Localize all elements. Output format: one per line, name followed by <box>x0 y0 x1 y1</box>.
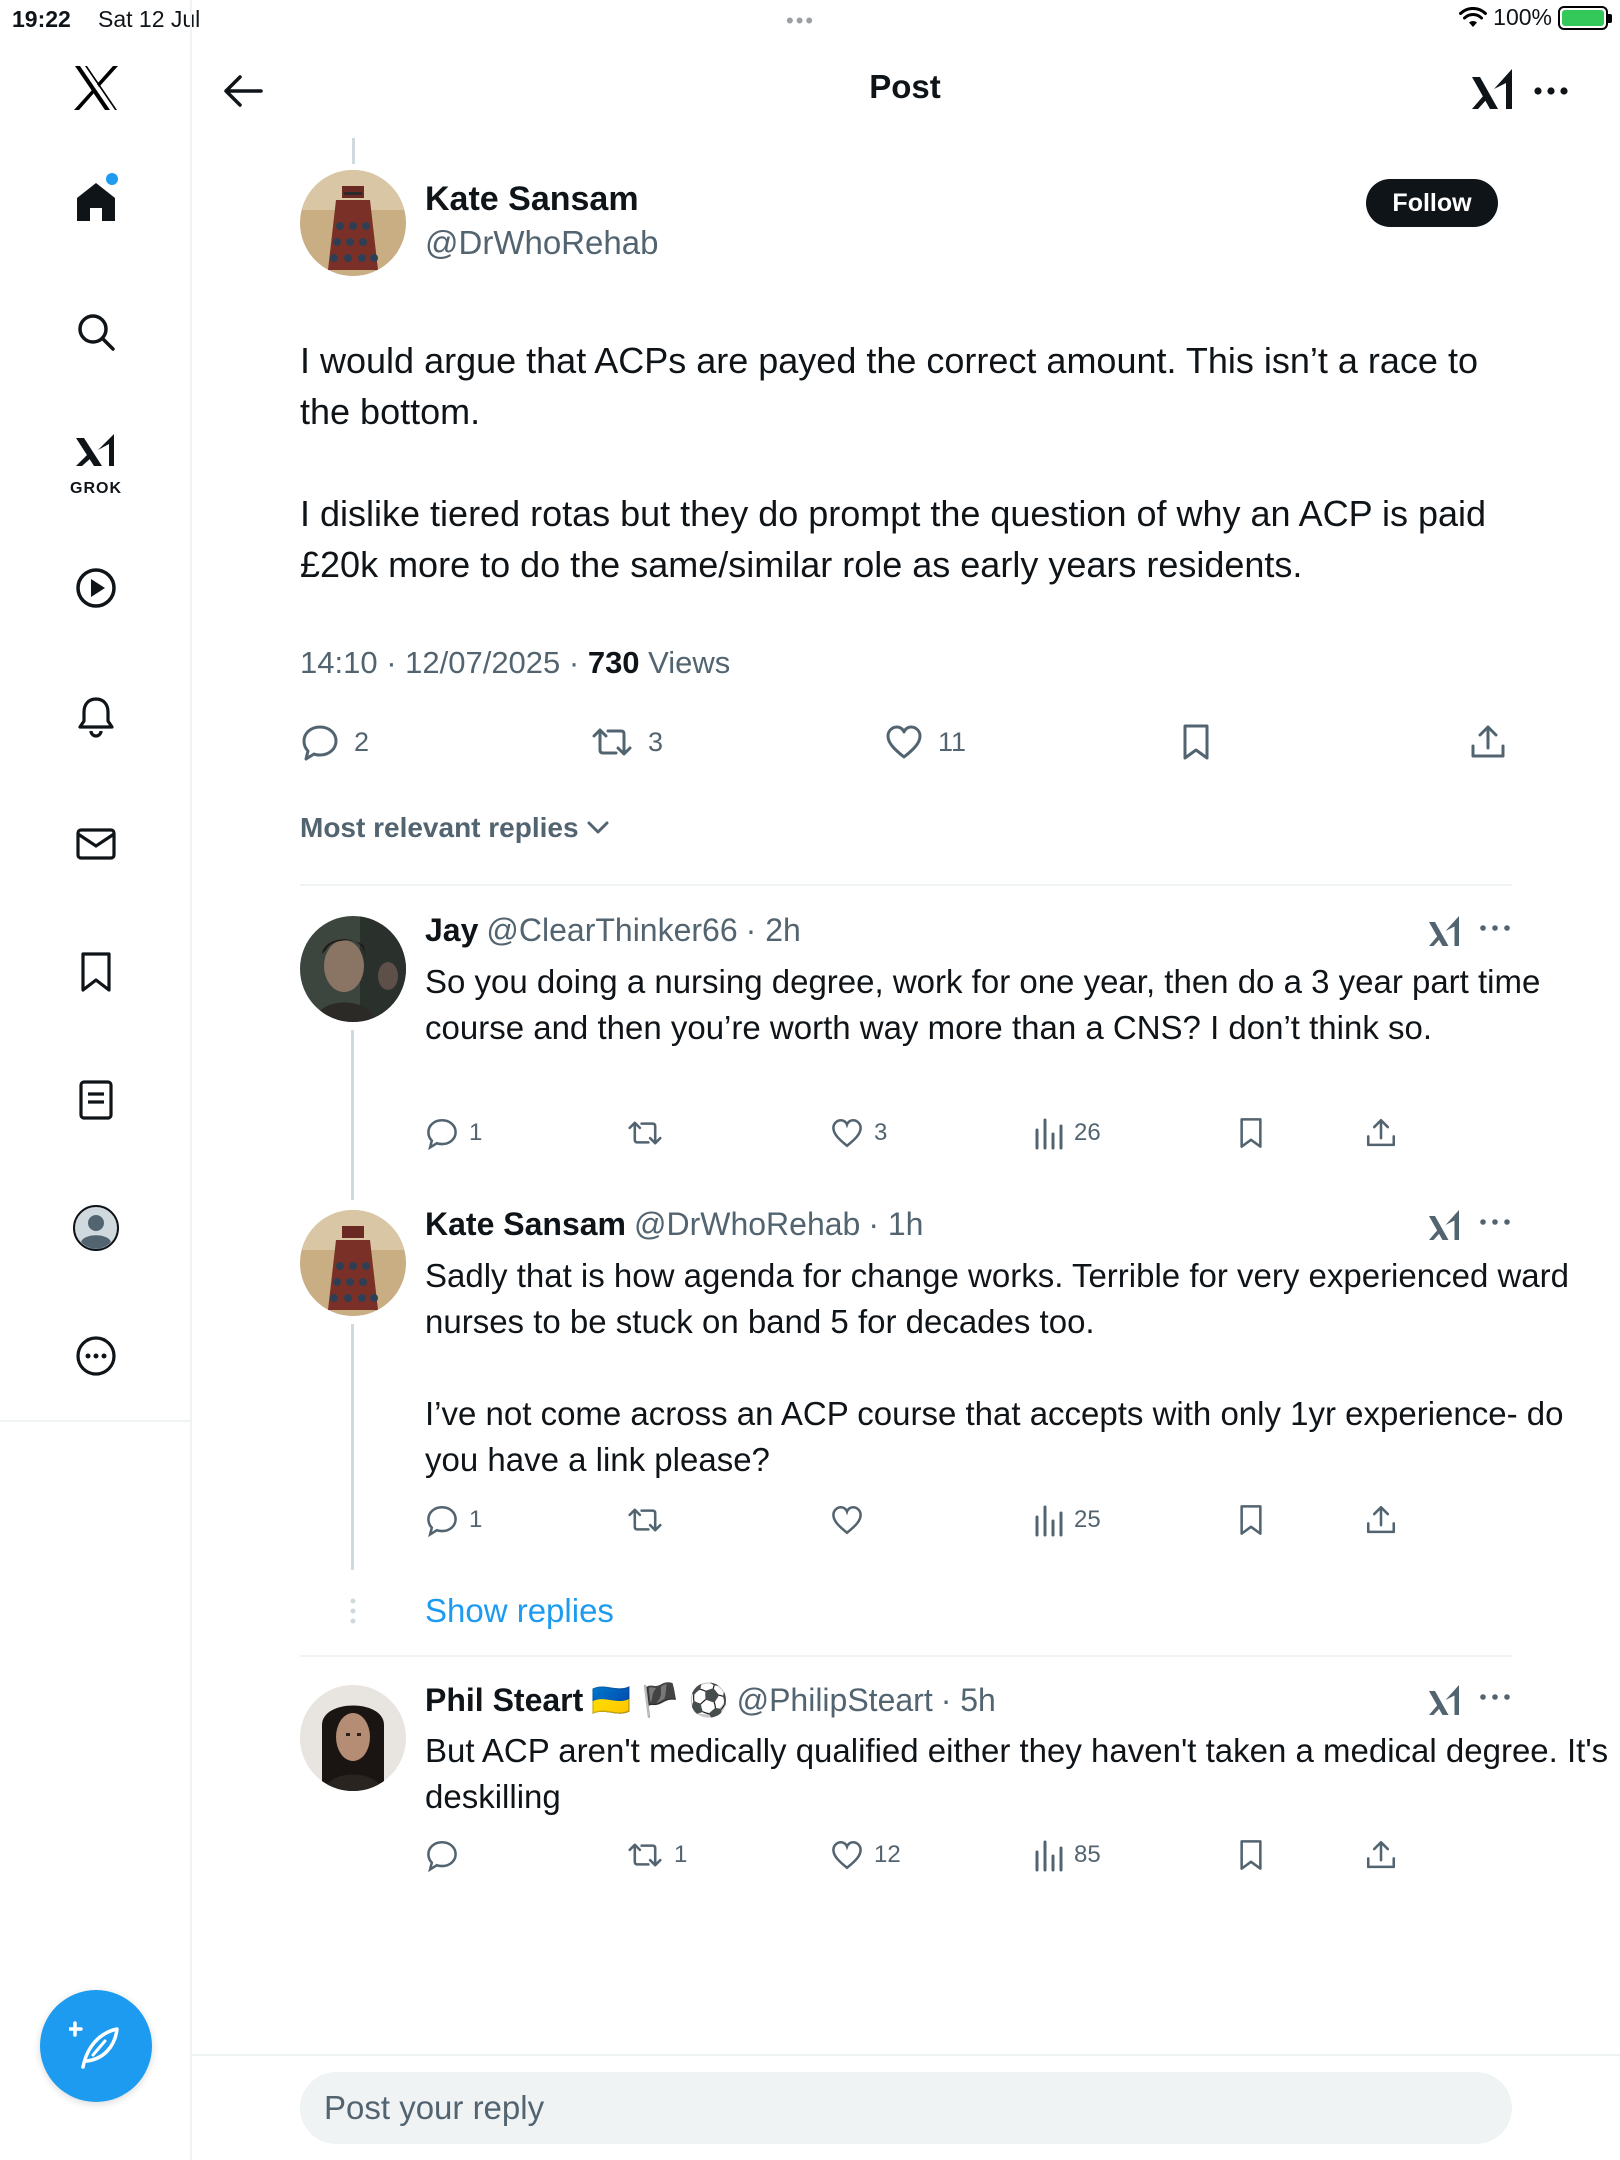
share-upload-icon <box>1364 1838 1398 1872</box>
reply-reply-button[interactable] <box>425 1503 482 1537</box>
back-button[interactable] <box>218 66 268 116</box>
battery-percent: 100% <box>1493 4 1552 30</box>
views-count: 26 <box>1074 1119 1101 1146</box>
author-avatar[interactable] <box>300 170 406 276</box>
views-count: 25 <box>1074 1506 1101 1533</box>
reply-reply-button[interactable] <box>425 1838 469 1872</box>
reply-reply-button[interactable] <box>425 1116 482 1150</box>
x-logo-icon[interactable] <box>70 62 122 114</box>
search-icon[interactable] <box>70 306 122 358</box>
reply-bookmark-button[interactable] <box>1234 1503 1268 1537</box>
status-time: 19:22 <box>12 6 71 32</box>
reply-text-paragraph: I’ve not come across an ACP course that accepts with only 1yr experience- do you have a link please? <box>425 1395 1564 1478</box>
thread-continue-dots-icon <box>350 1598 356 1624</box>
post-timestamp[interactable]: 14:10 · 12/07/2025 · <box>300 645 588 680</box>
like-count: 3 <box>874 1119 888 1146</box>
profile-avatar-icon[interactable] <box>70 1202 122 1254</box>
status-right <box>1459 4 1608 31</box>
reply-text: So you doing a nursing degree, work for one year, then do a 3 year part time course and then you’re worth way more than a CNS? I don’t think so. <box>425 963 1541 1046</box>
post-text <box>300 335 1520 641</box>
heart-icon <box>830 1503 864 1537</box>
reply-repost-button[interactable] <box>626 1116 674 1150</box>
like-count: 12 <box>874 1841 901 1868</box>
post-text-paragraph: I dislike tiered rotas but they do prompt the question of why an ACP is paid £20k more to do the same/similar role as early years residents. <box>300 493 1487 585</box>
reply-author-name[interactable]: Phil Steart <box>425 1681 584 1718</box>
reply-sort-dropdown[interactable] <box>300 812 609 844</box>
views-count: 730 <box>587 645 640 680</box>
grok-explain-icon[interactable] <box>1426 1206 1462 1244</box>
heart-icon <box>830 1838 864 1872</box>
heart-icon <box>884 722 924 762</box>
reply-share-button[interactable] <box>1364 1116 1398 1150</box>
video-play-icon[interactable] <box>70 562 122 614</box>
like-button[interactable] <box>884 722 966 762</box>
compose-quill-icon <box>69 2019 123 2073</box>
like-count: 11 <box>938 726 967 757</box>
reply-count: 1 <box>469 1506 483 1533</box>
reply-bubble-icon <box>425 1116 459 1150</box>
reply-bubble-icon <box>425 1503 459 1537</box>
reply-author-name[interactable]: Kate Sansam <box>425 1206 626 1242</box>
grok-icon[interactable] <box>70 426 122 478</box>
show-replies-link[interactable]: Show replies <box>425 1592 614 1629</box>
repost-icon <box>626 1838 664 1872</box>
grok-explain-icon[interactable] <box>1426 912 1462 950</box>
share-upload-icon <box>1364 1503 1398 1537</box>
reply-count: 1 <box>469 1119 483 1146</box>
grok-label: GROK <box>70 480 122 497</box>
views-count: 85 <box>1074 1841 1101 1868</box>
divider <box>300 1655 1512 1657</box>
lists-icon[interactable] <box>70 1074 122 1126</box>
reply-repost-button[interactable] <box>626 1503 674 1537</box>
notification-dot <box>106 173 118 185</box>
author-flag-emojis: 🇺🇦 🏴 ⚽ <box>591 1682 729 1718</box>
bookmark-icon <box>1176 722 1216 762</box>
sidebar-divider <box>0 1420 192 1422</box>
views-chart-icon <box>1034 1838 1064 1872</box>
grok-explain-icon[interactable] <box>1426 1681 1462 1719</box>
reply-time[interactable]: · 1h <box>868 1206 924 1242</box>
notifications-bell-icon[interactable] <box>70 690 122 742</box>
multitasking-dots-icon[interactable]: ••• <box>786 8 816 33</box>
post-text-paragraph: I would argue that ACPs are payed the correct amount. This isn’t a race to the bottom. <box>300 340 1478 432</box>
reply-time[interactable]: · 5h <box>940 1681 996 1718</box>
reply-bubble-icon <box>300 722 340 762</box>
share-button[interactable] <box>1468 722 1508 762</box>
bookmark-icon <box>1234 1116 1268 1150</box>
reply-button[interactable] <box>300 722 369 762</box>
status-date: Sat 12 Jul <box>98 6 201 32</box>
views-label: Views <box>639 645 731 680</box>
reply-bar-divider <box>192 2054 1620 2056</box>
reply-avatar[interactable] <box>300 916 406 1022</box>
reply-input[interactable] <box>324 2089 1512 2127</box>
reply-count: 2 <box>354 726 370 757</box>
reply-composer[interactable] <box>300 2072 1512 2144</box>
reply-author-handle[interactable]: @ClearThinker66 <box>486 912 738 948</box>
reply-like-button[interactable] <box>830 1838 901 1872</box>
repost-icon <box>626 1116 664 1150</box>
reply-like-button[interactable] <box>830 1116 887 1150</box>
reply-views-button[interactable] <box>1034 1116 1101 1150</box>
bookmark-icon <box>1234 1838 1268 1872</box>
author-handle[interactable]: @DrWhoRehab <box>425 224 659 261</box>
reply-author-handle[interactable]: @PhilipSteart <box>736 1681 933 1718</box>
reply-author-handle[interactable]: @DrWhoRehab <box>633 1206 861 1242</box>
divider <box>300 884 1512 886</box>
reply-more-icon[interactable] <box>1478 918 1512 938</box>
header-grok-icon[interactable] <box>1468 64 1516 114</box>
reply-share-button[interactable] <box>1364 1503 1398 1537</box>
reply-views-button[interactable] <box>1034 1838 1101 1872</box>
author-name[interactable]: Kate Sansam <box>425 180 639 218</box>
repost-count: 3 <box>648 726 664 757</box>
reply-text: But ACP aren't medically qualified either they haven't taken a medical degree. It's deskilling <box>425 1732 1609 1815</box>
reply-header <box>425 1206 923 1243</box>
bookmarks-icon[interactable] <box>70 946 122 998</box>
heart-icon <box>830 1116 864 1150</box>
repost-button[interactable] <box>590 722 663 762</box>
reply-repost-button[interactable] <box>626 1838 687 1872</box>
bookmark-button[interactable] <box>1176 722 1216 762</box>
repost-icon <box>590 722 634 762</box>
thread-connector-line <box>351 1030 354 1200</box>
reply-avatar[interactable] <box>300 1210 406 1316</box>
back-arrow-icon <box>223 74 263 108</box>
views-chart-icon <box>1034 1503 1064 1537</box>
post-meta <box>300 645 730 681</box>
reply-bookmark-button[interactable] <box>1234 1116 1268 1150</box>
reply-author-name[interactable]: Jay <box>425 912 479 948</box>
reply-views-button[interactable] <box>1034 1503 1101 1537</box>
share-upload-icon <box>1468 722 1508 762</box>
repost-count: 1 <box>674 1841 688 1868</box>
wifi-icon <box>1459 7 1487 29</box>
reply-header <box>425 1681 996 1719</box>
page-title: Post <box>869 68 941 105</box>
header-more-icon[interactable] <box>1530 70 1572 112</box>
thread-connector-line <box>351 1324 354 1570</box>
reply-text <box>425 1253 1615 1529</box>
thread-connector-line <box>352 138 355 164</box>
compose-post-button[interactable] <box>40 1990 152 2102</box>
reply-bookmark-button[interactable] <box>1234 1838 1268 1872</box>
reply-more-icon[interactable] <box>1478 1212 1512 1232</box>
reply-header <box>425 912 801 949</box>
reply-share-button[interactable] <box>1364 1838 1398 1872</box>
reply-more-icon[interactable] <box>1478 1687 1512 1707</box>
follow-button[interactable]: Follow <box>1366 179 1498 227</box>
bookmark-icon <box>1234 1503 1268 1537</box>
more-options-icon[interactable] <box>70 1330 122 1382</box>
share-upload-icon <box>1364 1116 1398 1150</box>
reply-text-paragraph: Sadly that is how agenda for change works. Terrible for very experienced ward nurses to be stuck on band 5 for decades too. <box>425 1257 1569 1340</box>
battery-icon <box>1558 6 1608 30</box>
repost-icon <box>626 1503 664 1537</box>
reply-time[interactable]: · 2h <box>745 912 801 948</box>
messages-envelope-icon[interactable] <box>70 818 122 870</box>
chevron-down-icon <box>587 821 609 835</box>
reply-avatar[interactable] <box>300 1685 406 1791</box>
views-chart-icon <box>1034 1116 1064 1150</box>
reply-like-button[interactable] <box>830 1503 874 1537</box>
reply-bubble-icon <box>425 1838 459 1872</box>
reply-sort-label: Most relevant replies <box>300 812 579 843</box>
